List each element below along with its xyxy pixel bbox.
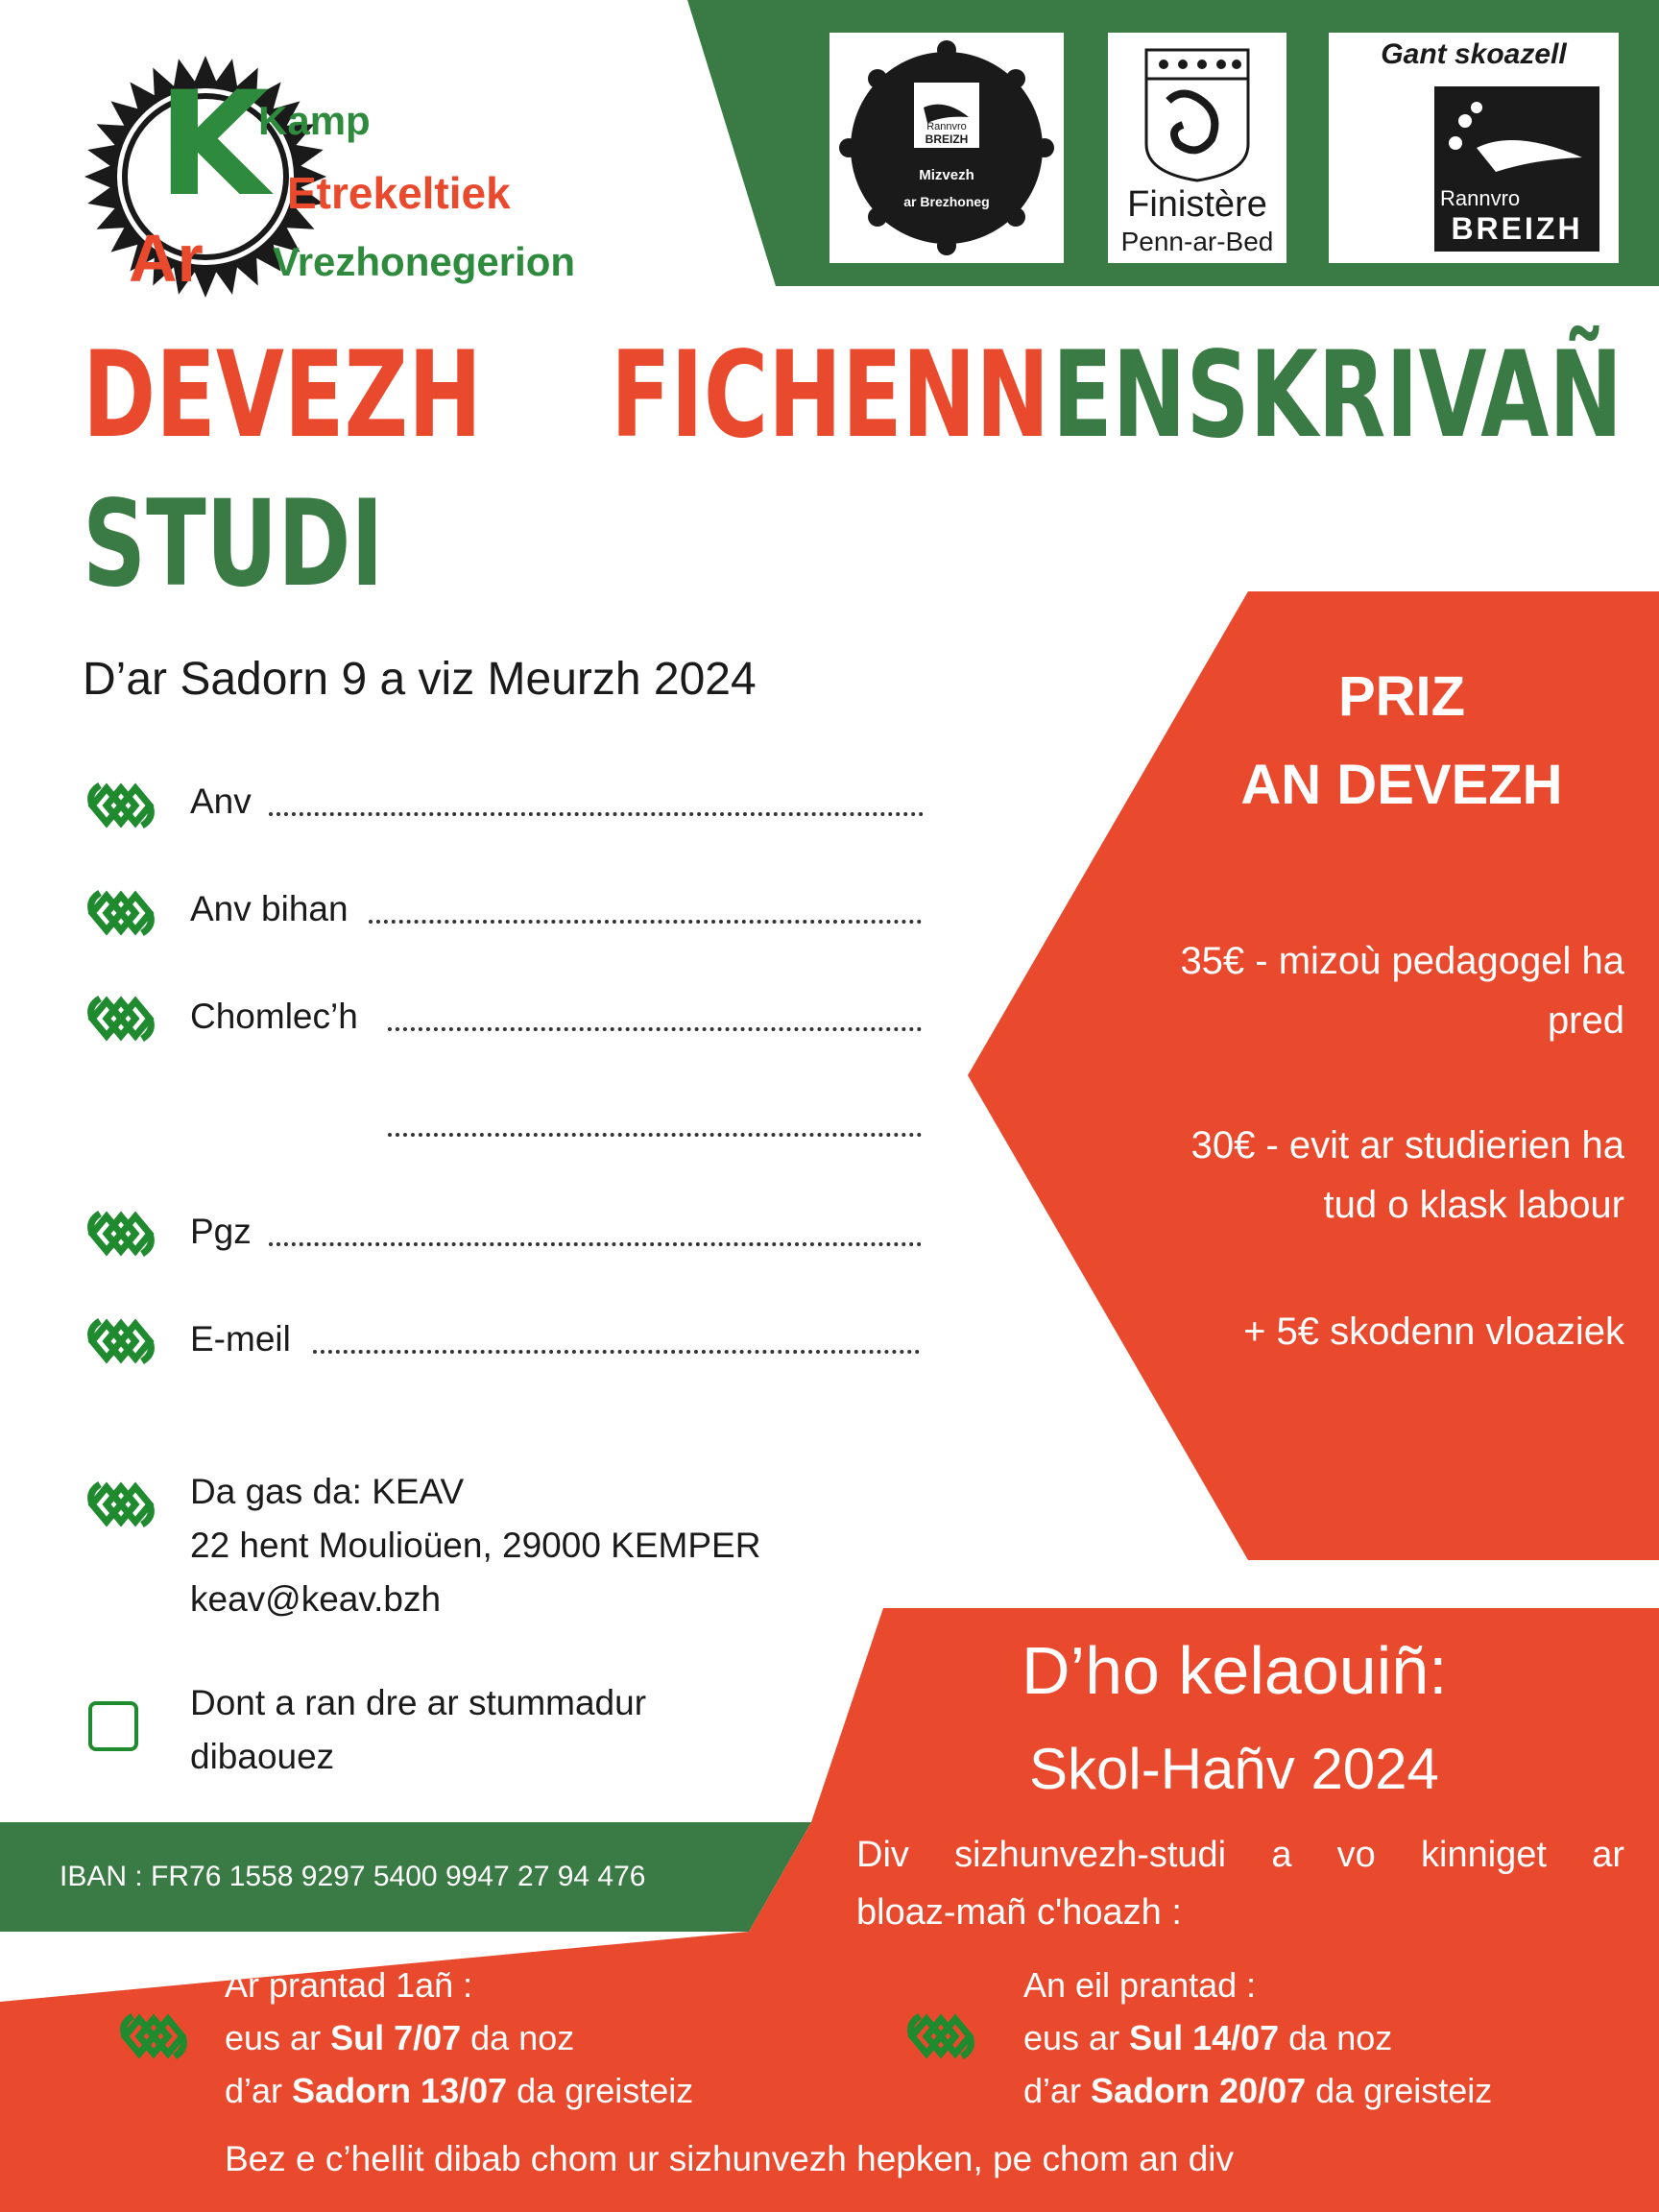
send-line2: 22 hent Moulioüen, 29000 KEMPER: [190, 1526, 761, 1565]
summer-subheading: Skol-Hañv 2024: [1029, 1737, 1439, 1801]
title-enskrivan: ENSKRIVAÑ: [1052, 326, 1623, 465]
title-devezh: DEVEZH: [83, 326, 482, 465]
price-title-line2: AN DEVEZH: [1240, 754, 1563, 816]
finistere-logo: [1108, 33, 1286, 263]
knot-icon: [83, 1310, 159, 1373]
mizvezh-badge-icon: [839, 40, 1054, 255]
send-address: [190, 1465, 760, 1626]
breizh-square: [1434, 86, 1599, 252]
address-input-line-1[interactable]: [388, 1027, 922, 1031]
finistere-name: Finistère: [1127, 184, 1267, 225]
session-1-title: Ar prantad 1añ :: [225, 1965, 473, 2005]
rannvro-breizh-logo: [1329, 33, 1619, 263]
knot-icon: [83, 987, 159, 1050]
session-2-start: eus ar Sul 14/07 da noz: [1023, 2018, 1393, 2057]
title-studi: STUDI: [83, 475, 384, 613]
ermine-bird-icon: [1448, 100, 1586, 186]
training-checkbox[interactable]: [88, 1701, 138, 1751]
summer-intro: [856, 1826, 1624, 1941]
send-line3: keav@keav.bzh: [190, 1579, 442, 1619]
iban: IBAN : FR76 1558 9297 5400 9947 27 94 476: [60, 1861, 646, 1892]
phone-input-line[interactable]: [269, 1242, 922, 1246]
support-label: Gant skoazell: [1381, 38, 1567, 70]
knot-icon: [83, 1202, 159, 1265]
logo-line2: Etrekeltiek: [287, 168, 511, 218]
price-card: + 5€ skodenn vloaziek: [1243, 1310, 1624, 1353]
field-label-name: Anv: [190, 781, 252, 821]
price-students-line1: 30€ - evit ar studierien ha: [1190, 1124, 1624, 1166]
checkbox-label-line1: Dont a ran dre ar stummadur: [190, 1683, 647, 1722]
checkbox-label-line2: dibaouez: [190, 1737, 335, 1776]
mizvezh-label2: ar Brezhoneg: [903, 194, 990, 209]
field-label-phone: Pgz: [190, 1212, 252, 1251]
mizvezh-label1: Mizvezh: [919, 167, 974, 183]
name-input-line[interactable]: [269, 812, 924, 816]
keav-logo: [81, 52, 657, 301]
summer-intro-line2: bloaz-mañ c'hoazh :: [856, 1892, 1182, 1933]
mizvezh-top: Rannvro: [926, 121, 967, 132]
knot-icon: [83, 1473, 159, 1536]
firstname-input-line[interactable]: [369, 920, 922, 924]
logo-letter-k: K: [157, 61, 270, 228]
send-line1: Da gas da: KEAV: [190, 1472, 465, 1511]
mizvezh-logo: [830, 33, 1064, 263]
logo-line1: Kamp: [258, 98, 371, 143]
summer-intro-line1: Div sizhunvezh-studi a vo kinniget ar: [856, 1835, 1624, 1875]
session-2-title: An eil prantad :: [1023, 1965, 1257, 2005]
coat-of-arms-icon: [1144, 48, 1250, 182]
knot-icon: [902, 2005, 979, 2068]
mizvezh-brand: BREIZH: [925, 132, 969, 146]
session-2-end: d’ar Sadorn 20/07 da greisteiz: [1023, 2071, 1493, 2110]
knot-icon: [83, 774, 159, 837]
logo-line4: Vrezhonegerion: [273, 239, 576, 284]
summer-footer: Bez e c’hellit dibab chom ur sizhunvezh hepken, pe chom an div: [225, 2139, 1234, 2178]
knot-icon: [83, 881, 159, 945]
session-2: [1023, 1959, 1492, 2117]
logo-line3: Ar: [129, 221, 204, 296]
checkbox-label: [190, 1676, 646, 1784]
summer-heading: D’ho kelaouiñ:: [1022, 1633, 1448, 1708]
breizh-top: Rannvro: [1440, 186, 1521, 210]
field-label-address: Chomlec’h: [190, 997, 358, 1036]
field-label-firstname: Anv bihan: [190, 889, 349, 928]
price-title-line1: PRIZ: [1337, 665, 1466, 728]
email-input-line[interactable]: [313, 1350, 920, 1354]
price-students-line2: tud o klask labour: [1323, 1184, 1624, 1226]
knot-icon: [115, 2005, 192, 2068]
session-1: [225, 1959, 693, 2117]
price-teachers: [1180, 931, 1624, 1050]
price-teachers-line1: 35€ - mizoù pedagogel ha: [1180, 940, 1624, 982]
title-fichenn: FICHENN: [611, 326, 1050, 465]
session-1-start: eus ar Sul 7/07 da noz: [225, 2018, 575, 2057]
price-students: [1191, 1116, 1624, 1235]
address-input-line-2[interactable]: [388, 1133, 922, 1137]
session-1-end: d’ar Sadorn 13/07 da greisteiz: [225, 2071, 694, 2110]
field-label-email: E-meil: [190, 1319, 291, 1358]
event-date: D’ar Sadorn 9 a viz Meurzh 2024: [83, 654, 757, 705]
breizh-brand: BREIZH: [1451, 211, 1583, 246]
finistere-sub: Penn-ar-Bed: [1120, 227, 1274, 256]
price-title: [1200, 653, 1603, 830]
price-teachers-line2: pred: [1547, 999, 1624, 1042]
